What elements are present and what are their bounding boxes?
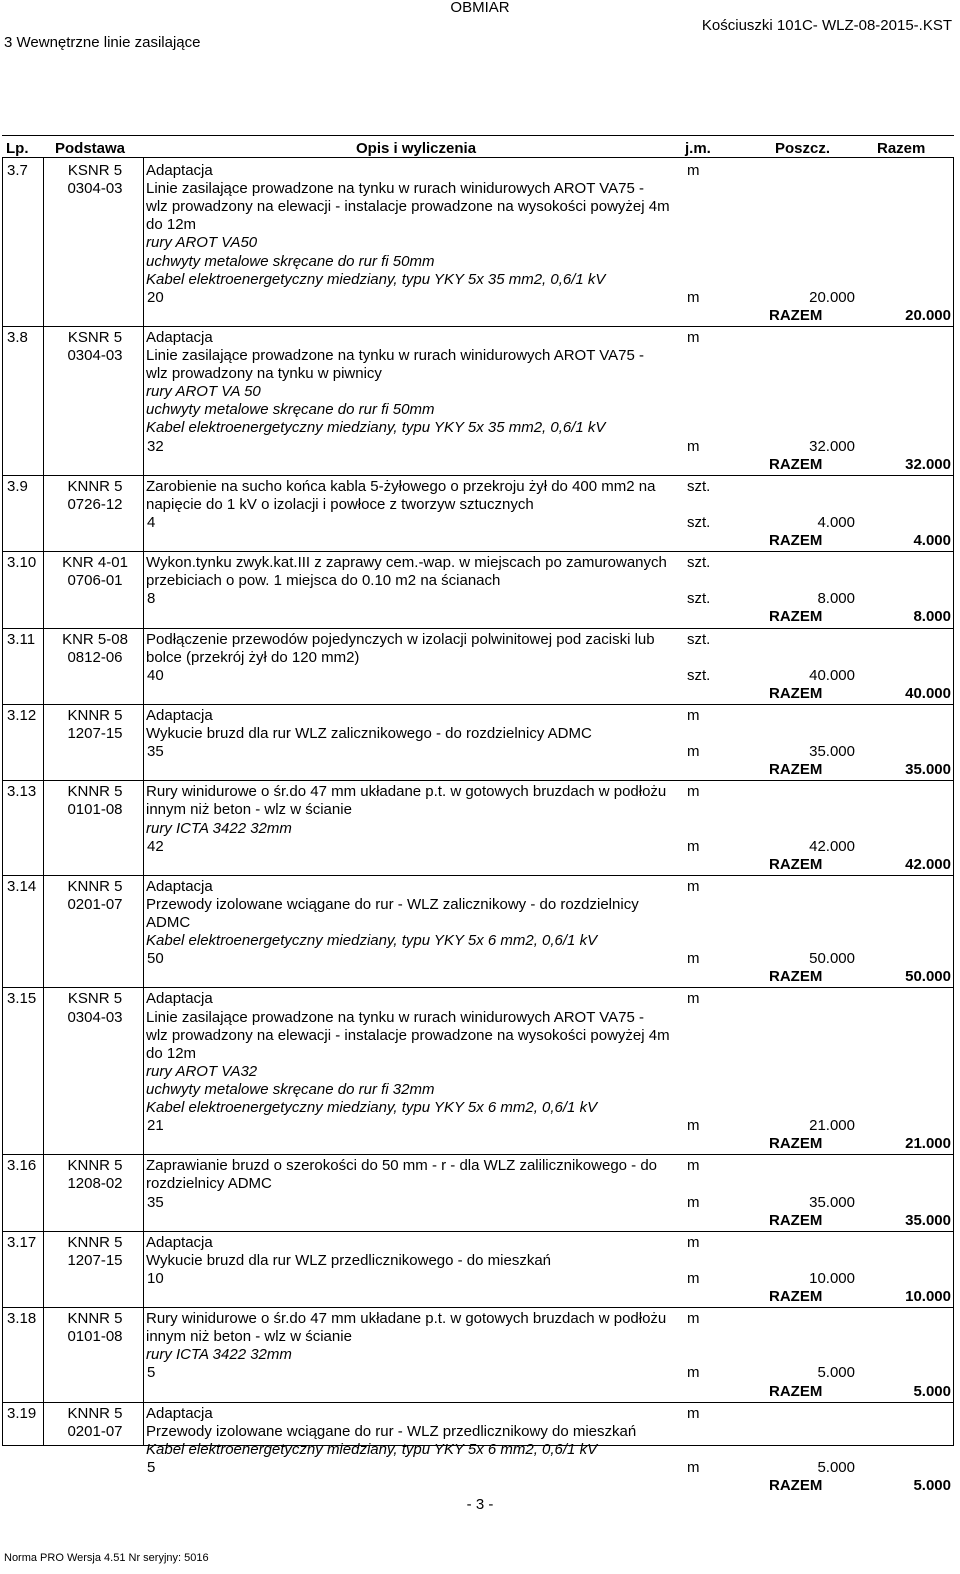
item-quantity-unit: m (687, 837, 700, 855)
item-partial-value: 42.000 (809, 837, 855, 855)
item-basis-code: 0101-08 (67, 801, 123, 819)
razem-label: RAZEM (769, 306, 823, 324)
item-basis-code: 1207-15 (67, 725, 123, 742)
item-description-line: do 12m (146, 216, 197, 234)
razem-label: RAZEM (769, 455, 823, 473)
item-quantity-expr: 35 (147, 743, 164, 761)
item-quantity-unit: m (687, 1458, 700, 1476)
document-type: OBMIAR (450, 0, 510, 16)
item-separator (3, 326, 953, 327)
item-basis-code: KNR 4-01 (62, 554, 128, 572)
item-description-line: przebiciach o pow. 1 miejsca do 0.10 m2 na ścianach (146, 572, 501, 590)
razem-label: RAZEM (769, 532, 823, 549)
item-description-line: uchwyty metalowe skręcane do rur fi 50mm (146, 252, 435, 270)
razem-value: 4.000 (913, 532, 951, 549)
item-unit: szt. (687, 630, 711, 648)
razem-label: RAZEM (769, 968, 823, 986)
item-description-line: rury AROT VA 50 (146, 383, 261, 401)
item-description-line: rury ICTA 3422 32mm (146, 1346, 292, 1364)
item-quantity-expr: 20 (147, 288, 164, 306)
item-description-line: Kabel elektroenergetyczny miedziany, typu YKY 5x 6 mm2, 0,6/1 kV (146, 1099, 598, 1116)
item-separator (3, 704, 953, 705)
razem-value: 21.000 (905, 1135, 951, 1153)
item-description-line: do 12m (146, 1044, 197, 1062)
item-description-line: Adaptacja (146, 706, 213, 724)
item-basis-code: 0304-03 (67, 347, 123, 364)
razem-value: 50.000 (905, 968, 951, 986)
item-quantity-unit: szt. (687, 590, 711, 608)
item-description-line: Linie zasilające prowadzone na tynku w rurach winidurowych AROT VA75 - (146, 180, 645, 198)
item-unit: m (687, 706, 700, 724)
item-basis-code: 0101-08 (67, 1328, 123, 1346)
item-basis-code: KSNR 5 (67, 162, 123, 179)
item-partial-value: 4.000 (817, 513, 855, 531)
item-basis-code: 0201-07 (67, 895, 123, 913)
item-quantity-expr: 50 (147, 950, 164, 968)
page-number: - 3 - (466, 1496, 494, 1513)
item-description-line: Podłączenie przewodów pojedynczych w izolacji polwinitowej pod zaciski lub (146, 630, 655, 648)
item-description-line: Wykon.tynku zwyk.kat.III z zaprawy cem.-wap. w miejscach po zamurowanych (146, 554, 667, 572)
item-unit: m (687, 1404, 700, 1422)
item-basis-code: KNNR 5 (67, 877, 123, 895)
item-description-line: bolce (przekrój żył do 120 mm2) (146, 648, 360, 666)
item-basis-code: 0304-03 (67, 1008, 123, 1026)
razem-label: RAZEM (769, 1211, 823, 1229)
item-quantity-unit: m (687, 950, 700, 968)
item-description-line: Adaptacja (146, 990, 213, 1008)
item-unit: m (687, 1233, 700, 1251)
item-separator (3, 1402, 953, 1403)
razem-label: RAZEM (769, 1135, 823, 1153)
column-header-row (2, 138, 954, 158)
item-description-line: rury ICTA 3422 32mm (146, 819, 292, 837)
item-quantity-unit: szt. (687, 666, 711, 684)
razem-value: 35.000 (905, 1211, 951, 1229)
item-description-line: Kabel elektroenergetyczny miedziany, typu YKY 5x 6 mm2, 0,6/1 kV (146, 1440, 598, 1458)
item-description-line: Wykucie bruzd dla rur WLZ przedlicznikowego - do mieszkań (146, 1251, 552, 1269)
item-description-line: Adaptacja (146, 1404, 213, 1422)
software-footer: Norma PRO Wersja 4.51 Nr seryjny: 5016 (4, 1552, 209, 1564)
item-unit: m (687, 877, 700, 895)
item-separator (3, 1154, 953, 1155)
razem-label: RAZEM (769, 761, 823, 779)
item-description-line: rozdzielnicy ADMC (146, 1175, 272, 1193)
item-unit: m (687, 1157, 700, 1175)
razem-value: 20.000 (905, 306, 951, 324)
item-basis-code: KSNR 5 (67, 328, 123, 346)
item-number: 3.8 (7, 328, 28, 346)
header-top-rule (2, 135, 954, 136)
item-quantity-expr: 21 (147, 1117, 164, 1135)
item-basis-code: KNNR 5 (67, 1233, 123, 1251)
item-description-line: innym niż beton - wlz w ścianie (146, 1328, 352, 1346)
item-quantity-unit: m (687, 1364, 700, 1382)
item-partial-value: 5.000 (817, 1458, 855, 1476)
razem-value: 35.000 (905, 761, 951, 779)
razem-label: RAZEM (769, 855, 823, 873)
col-lp: Lp. (6, 140, 29, 157)
item-description-line: Adaptacja (146, 1233, 213, 1251)
item-quantity-expr: 42 (147, 837, 164, 855)
item-basis-code: 0201-07 (67, 1422, 123, 1440)
item-number: 3.9 (7, 477, 28, 495)
item-description-line: Rury winidurowe o śr.do 47 mm układane p.t. w gotowych bruzdach w podłożu (146, 783, 667, 801)
item-description-line: rury AROT VA32 (146, 1062, 258, 1080)
item-basis-code: 1208-02 (67, 1175, 123, 1193)
file-name: Kościuszki 101C- WLZ-08-2015-.KST (701, 17, 952, 34)
item-number: 3.19 (7, 1404, 37, 1422)
item-number: 3.14 (7, 877, 37, 895)
measurement-table (2, 157, 954, 1494)
item-number: 3.7 (7, 162, 28, 179)
item-description-line: Kabel elektroenergetyczny miedziany, typu YKY 5x 35 mm2, 0,6/1 kV (146, 270, 606, 288)
item-quantity-expr: 35 (147, 1193, 164, 1211)
item-number: 3.17 (7, 1233, 37, 1251)
item-partial-value: 50.000 (809, 950, 855, 968)
item-description-line: Rury winidurowe o śr.do 47 mm układane p.t. w gotowych bruzdach w podłożu (146, 1310, 667, 1328)
item-partial-value: 5.000 (817, 1364, 855, 1382)
item-description-line: Zarobienie na sucho końca kabla 5-żyłowego o przekroju żył do 400 mm2 na (146, 477, 656, 495)
col-podstawa: Podstawa (55, 140, 126, 157)
item-description-line: Adaptacja (146, 162, 213, 179)
item-basis-code: KNNR 5 (67, 1310, 123, 1328)
item-description-line: Zaprawianie bruzd o szerokości do 50 mm - r - dla WLZ zalilicznikowego - do (146, 1157, 658, 1175)
item-quantity-unit: m (687, 288, 700, 306)
item-basis-code: 0726-12 (67, 495, 123, 513)
item-number: 3.15 (7, 990, 37, 1008)
item-quantity-unit: szt. (687, 513, 711, 531)
item-description-line: wlz prowadzony na elewacji - instalacje prowadzone na wysokości powyżej 4m (146, 1026, 670, 1044)
razem-label: RAZEM (769, 684, 823, 702)
item-number: 3.12 (7, 706, 37, 724)
item-description-line: Przewody izolowane wciągane do rur - WLZ przedlicznikowy do mieszkań (146, 1422, 637, 1440)
item-quantity-expr: 4 (147, 513, 156, 531)
item-separator (3, 551, 953, 552)
item-basis-code: 0812-06 (67, 648, 123, 666)
item-basis-code: KNNR 5 (67, 477, 123, 495)
item-quantity-unit: m (687, 1117, 700, 1135)
item-separator (3, 1307, 953, 1308)
razem-label: RAZEM (769, 608, 823, 626)
item-basis-code: KSNR 5 (67, 990, 123, 1008)
razem-value: 5.000 (913, 1382, 951, 1400)
item-description-line: uchwyty metalowe skręcane do rur fi 32mm (146, 1080, 435, 1098)
item-partial-value: 40.000 (809, 666, 855, 684)
item-number: 3.18 (7, 1310, 37, 1328)
item-basis-code: KNNR 5 (67, 783, 123, 801)
item-quantity-unit: m (687, 1269, 700, 1287)
item-partial-value: 8.000 (817, 590, 855, 608)
item-description-line: ADMC (146, 914, 191, 931)
item-basis-code: KNR 5-08 (62, 630, 128, 648)
item-number: 3.13 (7, 783, 37, 801)
item-basis-code: 1207-15 (67, 1251, 123, 1269)
razem-value: 5.000 (913, 1477, 951, 1494)
item-separator (3, 875, 953, 876)
item-unit: szt. (687, 477, 711, 495)
item-description-line: Adaptacja (146, 877, 213, 895)
item-separator (3, 628, 953, 629)
item-basis-code: KNNR 5 (67, 1404, 123, 1422)
item-partial-value: 21.000 (809, 1117, 855, 1135)
item-partial-value: 35.000 (809, 1193, 855, 1211)
item-description-line: rury AROT VA50 (146, 234, 258, 252)
item-basis-code: 0304-03 (67, 180, 123, 198)
item-description-line: Przewody izolowane wciągane do rur - WLZ zalicznikowy - do rozdzielnicy (146, 895, 639, 913)
item-basis-code: KNNR 5 (67, 706, 123, 724)
item-unit: m (687, 990, 700, 1008)
razem-label: RAZEM (769, 1477, 823, 1494)
item-description-line: Wykucie bruzd dla rur WLZ zalicznikowego - do rozdzielnicy ADMC (146, 725, 592, 742)
item-quantity-expr: 5 (147, 1458, 156, 1476)
item-description-line: Linie zasilające prowadzone na tynku w rurach winidurowych AROT VA75 - (146, 347, 645, 364)
item-description-line: wlz prowadzony na elewacji - instalacje prowadzone na wysokości powyżej 4m (146, 198, 670, 216)
item-partial-value: 35.000 (809, 743, 855, 761)
item-partial-value: 32.000 (809, 437, 855, 455)
item-separator (3, 475, 953, 476)
item-quantity-expr: 5 (147, 1364, 156, 1382)
item-partial-value: 10.000 (809, 1269, 855, 1287)
item-quantity-expr: 10 (147, 1269, 164, 1287)
col-jm: j.m. (685, 140, 711, 157)
item-number: 3.11 (7, 630, 36, 648)
item-number: 3.16 (7, 1157, 37, 1175)
item-quantity-expr: 32 (147, 437, 164, 455)
item-separator (3, 987, 953, 988)
item-unit: m (687, 162, 700, 179)
item-unit: szt. (687, 554, 711, 572)
razem-value: 8.000 (913, 608, 951, 626)
item-description-line: wlz prowadzony na tynku w piwnicy (146, 365, 382, 383)
item-partial-value: 20.000 (809, 288, 855, 306)
item-description-line: napięcie do 1 kV o izolacji i powłoce z tworzyw sztucznych (146, 495, 534, 513)
item-description-line: Kabel elektroenergetyczny miedziany, typu YKY 5x 35 mm2, 0,6/1 kV (146, 419, 606, 437)
item-basis-code: 0706-01 (67, 572, 123, 590)
item-description-line: Adaptacja (146, 328, 213, 346)
col-razem: Razem (877, 140, 926, 157)
razem-label: RAZEM (769, 1382, 823, 1400)
razem-value: 42.000 (905, 855, 951, 873)
item-quantity-unit: m (687, 437, 700, 455)
table-divider (43, 158, 44, 1445)
col-opis: Opis i wyliczenia (356, 140, 477, 157)
item-unit: m (687, 1310, 700, 1328)
item-unit: m (687, 783, 700, 801)
item-description-line: uchwyty metalowe skręcane do rur fi 50mm (146, 401, 435, 419)
item-separator (3, 1231, 953, 1232)
item-quantity-unit: m (687, 1193, 700, 1211)
razem-value: 32.000 (905, 455, 951, 473)
section-title: 3 Wewnętrzne linie zasilające (4, 34, 201, 51)
item-quantity-unit: m (687, 743, 700, 761)
item-basis-code: KNNR 5 (67, 1157, 123, 1175)
table-divider (143, 158, 144, 1445)
razem-label: RAZEM (769, 1288, 823, 1305)
razem-value: 10.000 (905, 1288, 951, 1305)
item-quantity-expr: 40 (147, 666, 164, 684)
item-separator (3, 780, 953, 781)
item-description-line: Linie zasilające prowadzone na tynku w rurach winidurowych AROT VA75 - (146, 1008, 645, 1026)
item-quantity-expr: 8 (147, 590, 156, 608)
razem-value: 40.000 (905, 684, 951, 702)
item-description-line: innym niż beton - wlz w ścianie (146, 801, 352, 819)
item-description-line: Kabel elektroenergetyczny miedziany, typu YKY 5x 6 mm2, 0,6/1 kV (146, 932, 598, 950)
item-number: 3.10 (7, 554, 37, 572)
item-unit: m (687, 328, 700, 346)
col-poszcz: Poszcz. (775, 140, 831, 157)
